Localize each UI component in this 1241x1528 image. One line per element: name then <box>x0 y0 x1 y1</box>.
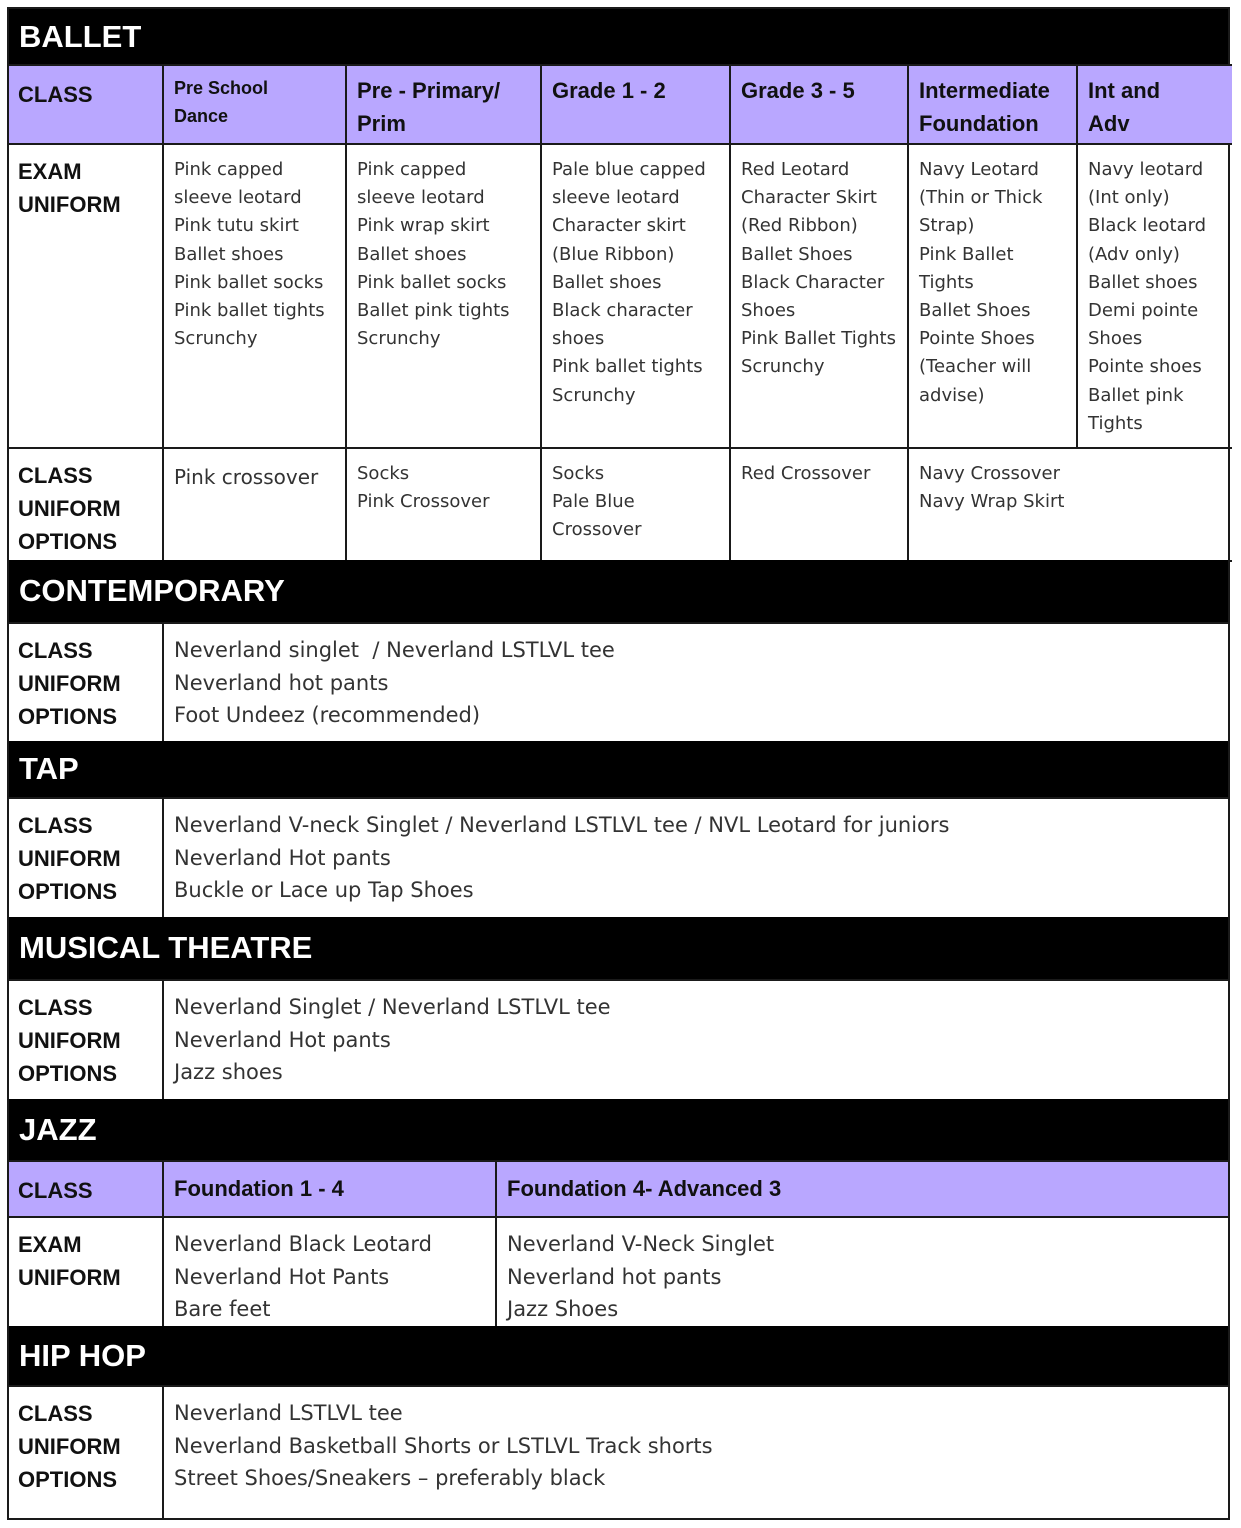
ballet-exam-cell: Pink capped sleeve leotard Pink wrap skirt Ballet shoes Pink ballet socks Ballet pink tights Scrunchy <box>346 144 541 448</box>
contemporary-options-label: CLASS UNIFORM OPTIONS <box>9 623 163 742</box>
contemporary-options-list: Neverland singlet / Neverland LSTLVL tee Neverland hot pants Foot Undeez (recommended) <box>163 623 1228 742</box>
jazz-header-row <box>9 1161 1228 1217</box>
jazz-exam-cell: Neverland Black Leotard Neverland Hot Pants Bare feet <box>163 1217 496 1327</box>
ballet-level-header: Pre - Primary/ Prim <box>346 65 541 144</box>
ballet-level-header: Grade 1 - 2 <box>541 65 730 144</box>
ballet-exam-row <box>9 144 1232 448</box>
jazz-exam-row <box>9 1217 1228 1327</box>
ballet-options-cell: Socks Pink Crossover <box>346 448 541 561</box>
hip-hop-options-list: Neverland LSTLVL tee Neverland Basketball Shorts or LSTLVL Track shorts Street Shoes/Sneakers – preferably black <box>163 1386 1228 1519</box>
section-title-musical-theatre: MUSICAL THEATRE <box>9 917 1228 979</box>
ballet-level-header: Int and Adv <box>1077 65 1232 144</box>
section-title-hip-hop: HIP HOP <box>9 1326 1228 1385</box>
ballet-exam-cell: Red Leotard Character Skirt (Red Ribbon) Ballet Shoes Black Character Shoes Pink Ballet Tights Scrunchy <box>730 144 908 448</box>
ballet-header-row <box>9 65 1232 144</box>
jazz-table <box>9 1160 1228 1328</box>
jazz-class-label: CLASS <box>9 1161 163 1217</box>
hip-hop-table <box>9 1385 1228 1519</box>
musical-theatre-options-label: CLASS UNIFORM OPTIONS <box>9 980 163 1100</box>
ballet-exam-label: EXAM UNIFORM <box>9 144 163 448</box>
section-title-contemporary: CONTEMPORARY <box>9 560 1228 622</box>
section-title-tap: TAP <box>9 741 1228 797</box>
jazz-level-header: Foundation 1 - 4 <box>163 1161 496 1217</box>
ballet-level-header: Intermediate Foundation <box>908 65 1077 144</box>
ballet-options-label: CLASS UNIFORM OPTIONS <box>9 448 163 561</box>
jazz-exam-label: EXAM UNIFORM <box>9 1217 163 1327</box>
section-title-ballet: BALLET <box>9 9 1228 64</box>
jazz-exam-cell: Neverland V-Neck Singlet Neverland hot pants Jazz Shoes <box>496 1217 1228 1327</box>
jazz-level-header: Foundation 4- Advanced 3 <box>496 1161 1228 1217</box>
uniform-sheet <box>7 7 1230 1520</box>
tap-options-list: Neverland V-neck Singlet / Neverland LSTLVL tee / NVL Leotard for juniors Neverland Hot pants Buckle or Lace up Tap Shoes <box>163 798 1228 918</box>
ballet-options-cell: Pink crossover <box>163 448 346 561</box>
tap-table <box>9 797 1228 919</box>
contemporary-table <box>9 622 1228 743</box>
ballet-table <box>9 64 1232 562</box>
ballet-options-cell: Navy Crossover Navy Wrap Skirt <box>908 448 1232 561</box>
musical-theatre-options-list: Neverland Singlet / Neverland LSTLVL tee Neverland Hot pants Jazz shoes <box>163 980 1228 1100</box>
hip-hop-options-label: CLASS UNIFORM OPTIONS <box>9 1386 163 1519</box>
ballet-exam-cell: Navy Leotard (Thin or Thick Strap) Pink Ballet Tights Ballet Shoes Pointe Shoes (Teacher will advise) <box>908 144 1077 448</box>
tap-options-label: CLASS UNIFORM OPTIONS <box>9 798 163 918</box>
ballet-level-header: Pre School Dance <box>163 65 346 144</box>
ballet-options-cell: Red Crossover <box>730 448 908 561</box>
ballet-exam-cell: Navy leotard (Int only) Black leotard (Adv only) Ballet shoes Demi pointe Shoes Pointe shoes Ballet pink Tights <box>1077 144 1232 448</box>
musical-theatre-table <box>9 979 1228 1101</box>
ballet-options-row <box>9 448 1232 561</box>
ballet-class-label: CLASS <box>9 65 163 144</box>
ballet-options-cell: Socks Pale Blue Crossover <box>541 448 730 561</box>
section-title-jazz: JAZZ <box>9 1099 1228 1160</box>
ballet-exam-cell: Pale blue capped sleeve leotard Character skirt (Blue Ribbon) Ballet shoes Black character shoes Pink ballet tights Scrunchy <box>541 144 730 448</box>
ballet-exam-cell: Pink capped sleeve leotard Pink tutu skirt Ballet shoes Pink ballet socks Pink ballet tights Scrunchy <box>163 144 346 448</box>
ballet-level-header: Grade 3 - 5 <box>730 65 908 144</box>
